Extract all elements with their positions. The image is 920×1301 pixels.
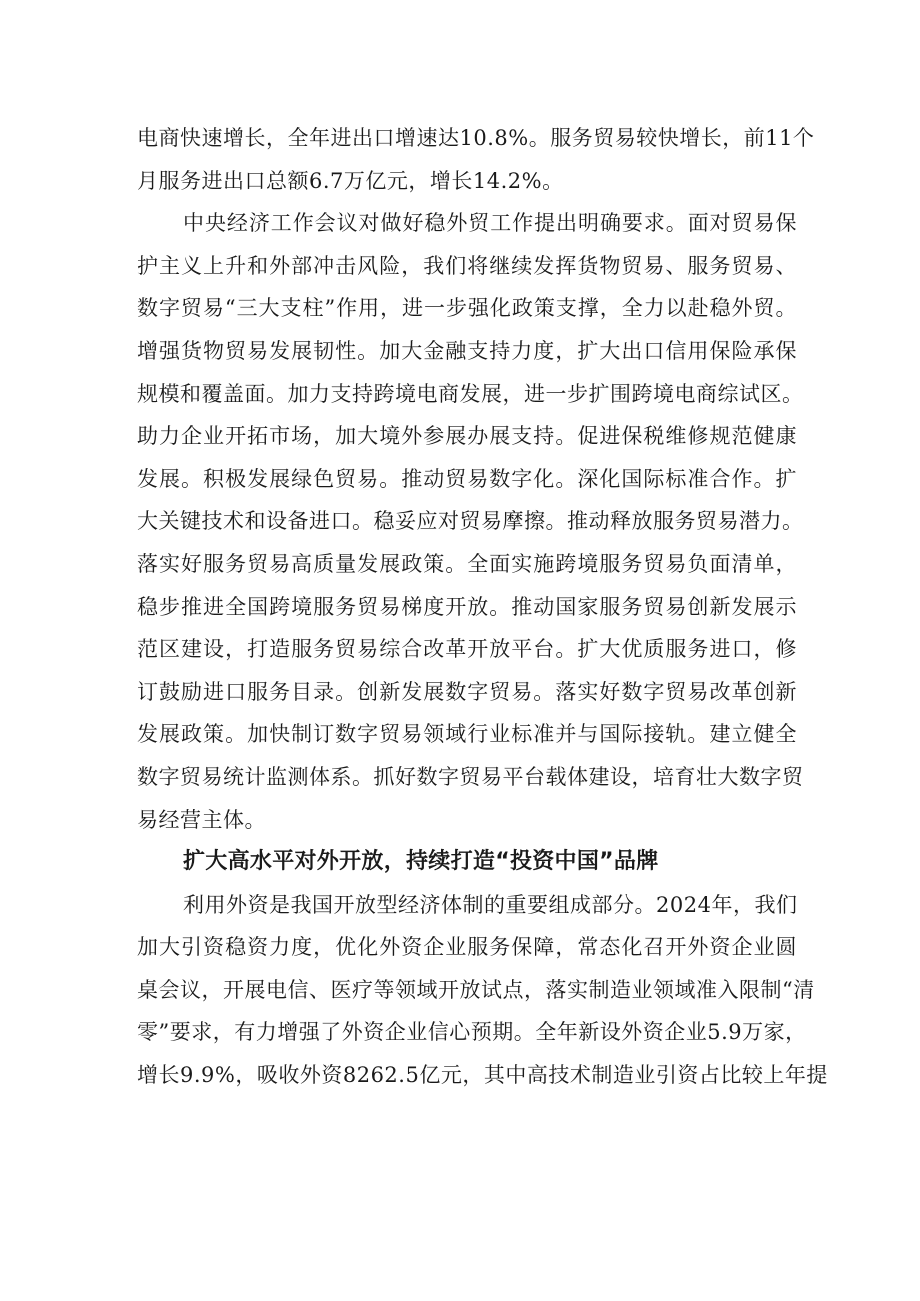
text-line: 护主义上升和外部冲击风险，我们将继续发挥货物贸易、服务贸易、 <box>137 253 797 278</box>
text-line: 稳步推进全国跨境服务贸易梯度开放。推动国家服务贸易创新发展示 <box>137 594 797 619</box>
paragraph-2 <box>137 202 804 841</box>
text-line: 利用外资是我国开放型经济体制的重要组成部分。2024年，我们 <box>183 892 798 917</box>
text-line: 易经营主体。 <box>137 807 266 832</box>
paragraph-3 <box>137 884 828 1097</box>
text-line: 落实好服务贸易高质量发展政策。全面实施跨境服务贸易负面清单， <box>137 551 797 576</box>
text-line: 零”要求，有力增强了外资企业信心预期。全年新设外资企业5.9万家， <box>137 1020 807 1045</box>
text-line: 电商快速增长，全年进出口增速达10.8%。服务贸易较快增长，前11个 <box>137 126 815 150</box>
text-line: 增强货物贸易发展韧性。加大金融支持力度，扩大出口信用保险承保 <box>137 338 797 363</box>
text-line: 月服务进出口总额6.7万亿元，增长14.2%。 <box>137 168 564 193</box>
text-line: 数字贸易“三大支柱”作用，进一步强化政策支撑，全力以赴稳外贸。 <box>137 296 797 321</box>
text-line: 范区建设，打造服务贸易综合改革开放平台。扩大优质服务进口，修 <box>137 637 797 662</box>
text-line: 增长9.9%，吸收外资8262.5亿元，其中高技术制造业引资占比较上年提 <box>137 1063 828 1088</box>
text-line: 规模和覆盖面。加力支持跨境电商发展，进一步扩围跨境电商综试区。 <box>137 381 804 406</box>
text-line: 加大引资稳资力度，优化外资企业服务保障，常态化召开外资企业圆 <box>137 935 797 960</box>
section-heading: 扩大高水平对外开放，持续打造“投资中国”品牌 <box>183 849 659 875</box>
text-line: 数字贸易统计监测体系。抓好数字贸易平台载体建设，培育壮大数字贸 <box>137 764 804 789</box>
text-line: 发展。积极发展绿色贸易。推动贸易数字化。深化国际标准合作。扩 <box>137 466 797 491</box>
text-line: 中央经济工作会议对做好稳外贸工作提出明确要求。面对贸易保 <box>183 211 797 236</box>
paragraph-1 <box>137 117 815 202</box>
text-line: 发展政策。加快制订数字贸易领域行业标准并与国际接轨。建立健全 <box>137 722 797 747</box>
text-line: 订鼓励进口服务目录。创新发展数字贸易。落实好数字贸易改革创新 <box>137 679 797 704</box>
text-line: 助力企业开拓市场，加大境外参展办展支持。促进保税维修规范健康 <box>137 424 797 449</box>
text-line: 大关键技术和设备进口。稳妥应对贸易摩擦。推动释放服务贸易潜力。 <box>137 509 804 534</box>
document-body <box>137 117 828 1097</box>
text-line: 桌会议，开展电信、医疗等领域开放试点，落实制造业领域准入限制“清 <box>137 977 815 1002</box>
